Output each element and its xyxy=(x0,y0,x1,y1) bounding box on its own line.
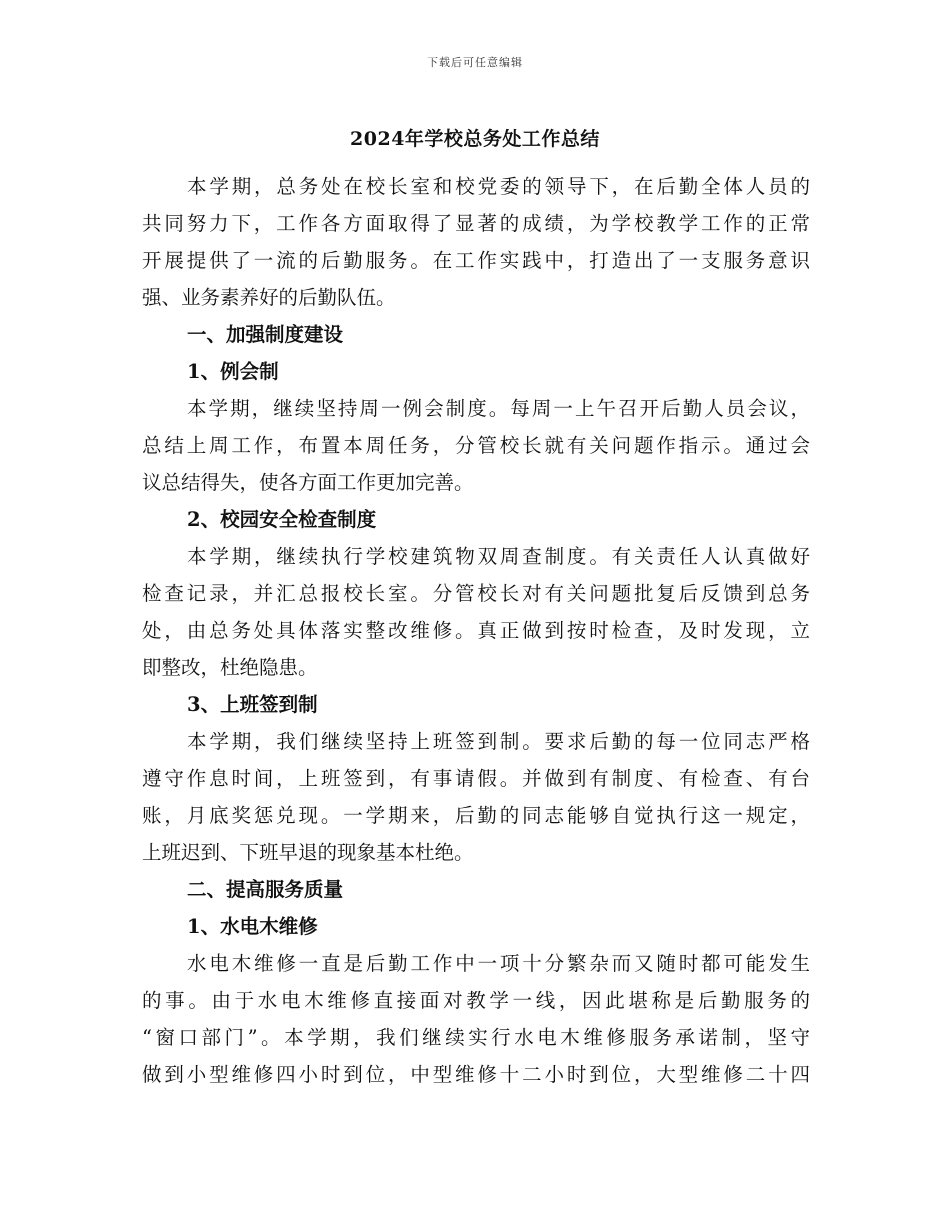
section-heading: 1、水电木维修 xyxy=(187,915,318,938)
paragraph-line: 水电木维修一直是后勤工作中一项十分繁杂而又随时都可能发生 xyxy=(187,952,810,975)
paragraph-line: 议总结得失，使各方面工作更加完善。 xyxy=(142,471,474,494)
section-heading: 2、校园安全检查制度 xyxy=(187,508,377,531)
section-heading: 3、上班签到制 xyxy=(187,693,318,716)
paragraph-line: 处，由总务处具体落实整改维修。真正做到按时检查，及时发现，立 xyxy=(142,619,810,642)
paragraph-line: 账，月底奖惩兑现。一学期来，后勤的同志能够自觉执行这一规定， xyxy=(142,804,810,827)
paragraph-line: 强、业务素养好的后勤队伍。 xyxy=(142,286,396,309)
paragraph-line: 即整改，杜绝隐患。 xyxy=(142,656,318,679)
paragraph-line: “窗口部门”。本学期，我们继续实行水电木维修服务承诺制，坚守 xyxy=(142,1026,810,1049)
header-note: 下载后可任意编辑 xyxy=(427,56,523,69)
paragraph-line: 开展提供了一流的后勤服务。在工作实践中，打造出了一支服务意识 xyxy=(142,249,810,272)
paragraph-line: 总结上周工作，布置本周任务，分管校长就有关问题作指示。通过会 xyxy=(142,434,810,457)
paragraph-line: 遵守作息时间，上班签到，有事请假。并做到有制度、有检查、有台 xyxy=(142,767,810,790)
section-heading: 1、例会制 xyxy=(187,360,279,383)
paragraph-line: 做到小型维修四小时到位，中型维修十二小时到位，大型维修二十四 xyxy=(142,1063,810,1086)
section-heading: 一、加强制度建设 xyxy=(187,323,344,346)
paragraph-line: 本学期，总务处在校长室和校党委的领导下，在后勤全体人员的 xyxy=(187,175,810,198)
document-title: 2024年学校总务处工作总结 xyxy=(350,128,600,150)
paragraph-line: 上班迟到、下班早退的现象基本杜绝。 xyxy=(142,841,474,864)
paragraph-line: 共同努力下，工作各方面取得了显著的成绩，为学校教学工作的正常 xyxy=(142,212,810,235)
paragraph-line: 的事。由于水电木维修直接面对教学一线，因此堪称是后勤服务的 xyxy=(142,989,810,1012)
paragraph-line: 本学期，继续执行学校建筑物双周查制度。有关责任人认真做好 xyxy=(187,545,810,568)
paragraph-line: 本学期，我们继续坚持上班签到制。要求后勤的每一位同志严格 xyxy=(187,730,810,753)
paragraph-line: 本学期，继续坚持周一例会制度。每周一上午召开后勤人员会议， xyxy=(187,397,810,420)
paragraph-line: 检查记录，并汇总报校长室。分管校长对有关问题批复后反馈到总务 xyxy=(142,582,810,605)
section-heading: 二、提高服务质量 xyxy=(187,878,344,901)
